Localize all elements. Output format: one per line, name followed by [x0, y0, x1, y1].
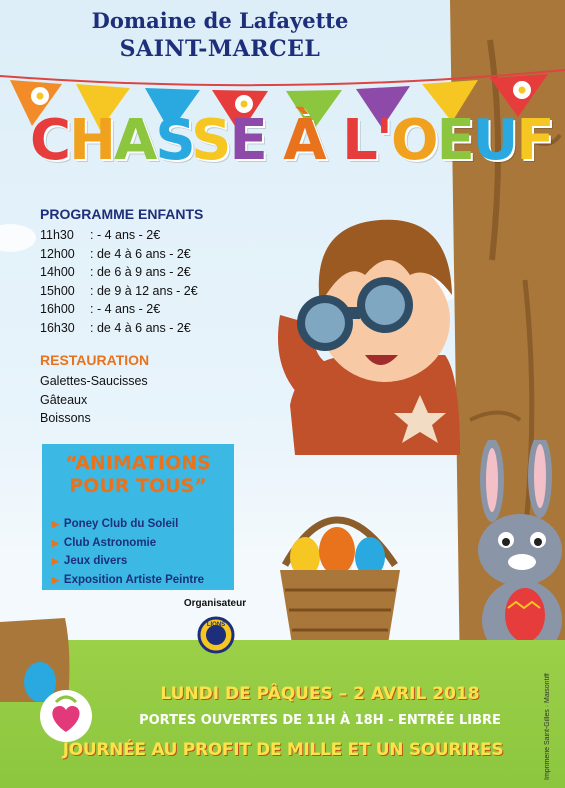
triangle-bullet-icon: ▶: [52, 574, 59, 585]
title-letter: [266, 108, 284, 173]
title-letter: E: [436, 108, 473, 173]
programme-row: [40, 300, 198, 319]
title-letter: C: [30, 108, 70, 173]
programme-row: [40, 319, 198, 338]
programme-detail: : de 9 à 12 ans - 2€: [90, 283, 198, 298]
triangle-bullet-icon: ▶: [52, 556, 59, 566]
opening-hours: PORTES OUVERTES DE 11H À 18H - ENTRÉE LIBRE: [139, 713, 501, 728]
animation-item-label: Club Astronomie: [63, 536, 157, 549]
programme-row: [40, 263, 198, 282]
programme-detail: : de 4 à 6 ans - 2€: [90, 246, 191, 261]
title-letter: U: [472, 108, 517, 173]
title-letter: À: [283, 108, 325, 173]
programme-detail: : - 4 ans - 2€: [90, 302, 161, 317]
programme-time: 16h00: [40, 302, 75, 317]
title-letter: ': [375, 108, 391, 173]
programme-time: 12h00: [40, 246, 75, 261]
svg-text:LIONS: LIONS: [206, 622, 226, 628]
organizer-label: Organisateur: [183, 598, 247, 609]
programme-detail: : de 4 à 6 ans - 2€: [90, 320, 191, 335]
animations-title: [42, 452, 234, 498]
programme-row: [40, 226, 198, 245]
venue-name: Domaine de Lafayette: [91, 8, 349, 33]
title-letter: L: [342, 108, 376, 173]
programme-row: [40, 282, 198, 301]
bunny-illustration: [470, 440, 565, 660]
lions-club-logo: [197, 616, 235, 654]
programme-time: 16h30: [40, 320, 75, 335]
animation-item-label: Exposition Artiste Peintre: [63, 573, 205, 586]
programme-row: [40, 245, 198, 264]
restauration-list: [40, 372, 148, 428]
animation-item-label: Jeux divers: [63, 555, 128, 567]
programme-time: 14h00: [40, 265, 75, 280]
egg-basket-illustration: [275, 495, 405, 655]
animation-item: [52, 534, 204, 553]
animations-title-line: POUR TOUS”: [69, 475, 207, 497]
animation-item: [52, 552, 204, 571]
restauration-item: Galettes-Saucisses: [40, 374, 148, 388]
title-letter: S: [191, 108, 230, 173]
title-letter: S: [155, 108, 192, 173]
triangle-bullet-icon: ▶: [52, 537, 59, 548]
animation-item: [52, 571, 204, 590]
venue-city: SAINT-MARCEL: [119, 36, 321, 62]
animations-title-line: “ANIMATIONS: [65, 452, 211, 474]
animation-item-label: Poney Club du Soleil: [63, 518, 179, 530]
animations-list: [52, 515, 204, 589]
charity-beneficiary: JOURNÉE AU PROFIT DE MILLE ET UN SOURIRES: [62, 740, 504, 760]
title-letter: O: [390, 108, 437, 173]
title-letter: F: [516, 108, 553, 173]
boy-with-binoculars-illustration: [270, 205, 470, 455]
programme-list: [40, 226, 198, 338]
event-date: LUNDI DE PÂQUES – 2 AVRIL 2018: [160, 684, 480, 704]
triangle-bullet-icon: ▶: [52, 519, 59, 529]
programme-time: 11h30: [40, 228, 74, 242]
programme-detail: : - 4 ans - 2€: [90, 228, 161, 242]
restauration-item: Boissons: [40, 411, 91, 425]
title-letter: H: [69, 108, 114, 173]
programme-detail: : de 6 à 9 ans - 2€: [90, 265, 191, 280]
programme-time: 15h00: [40, 283, 75, 298]
title-letter: [325, 108, 343, 173]
title-letter: E: [229, 108, 266, 173]
restauration-item: Gâteaux: [40, 392, 88, 407]
title-letter: A: [113, 108, 156, 173]
restauration-heading: RESTAURATION: [40, 352, 150, 368]
programme-heading: PROGRAMME ENFANTS: [40, 206, 204, 222]
event-title: [30, 108, 553, 173]
charity-heart-logo: [38, 688, 94, 744]
animation-item: [52, 515, 204, 534]
printer-credit: Imprimerie Saint-Gilles · Maisontiff: [544, 673, 551, 780]
